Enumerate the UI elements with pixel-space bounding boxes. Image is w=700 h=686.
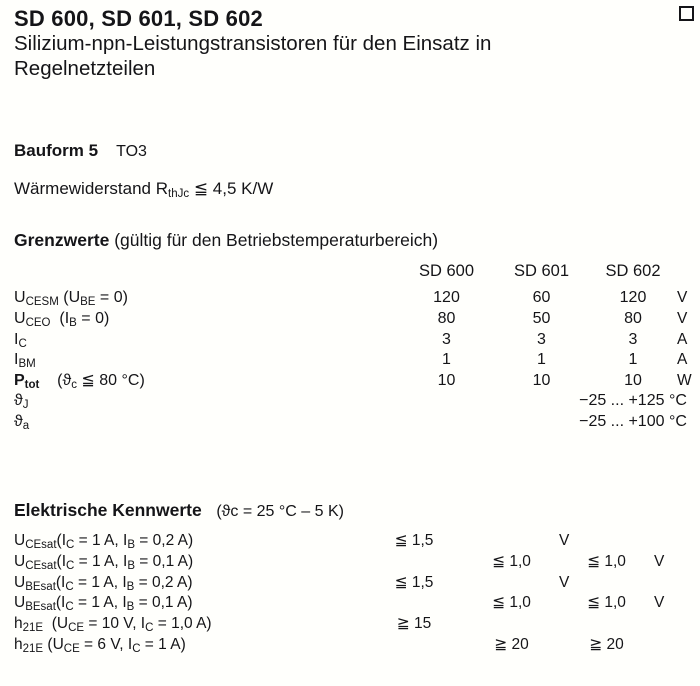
condition-prefix: (I — [55, 573, 66, 591]
condition-subscript-2: B — [126, 601, 135, 614]
condition-subscript-2: C — [132, 642, 141, 655]
package-label: Bauform 5 — [14, 141, 99, 160]
condition-prefix: (I — [59, 310, 70, 328]
limits-row-label — [14, 289, 399, 310]
value-sd600: 3 — [442, 330, 451, 348]
condition-subscript-1: CE — [63, 642, 80, 655]
condition-subscript-1: C — [66, 539, 75, 551]
symbol: U — [14, 573, 26, 591]
electrical-row-label — [14, 594, 364, 615]
unit: V — [677, 289, 688, 307]
condition-rest: = 1,0 A) — [153, 615, 212, 633]
value-sd600: 80 — [437, 310, 456, 328]
value-sd601: 10 — [532, 371, 551, 389]
condition-mid: = 1 A, I — [73, 573, 127, 591]
condition-prefix: (ϑ — [57, 371, 72, 389]
symbol-subscript: CEsat — [25, 539, 57, 551]
condition-mid: = 1 A, I — [74, 532, 128, 549]
symbol-subscript: BEsat — [25, 580, 56, 593]
limits-row-label — [14, 310, 399, 331]
table-row — [14, 532, 690, 553]
condition-subscript-1: C — [66, 559, 75, 572]
symbol: U — [14, 289, 26, 307]
page-header — [14, 6, 686, 82]
condition-subscript-2: C — [145, 622, 154, 635]
symbol-subscript: CEO — [25, 317, 51, 330]
value-sd600: 120 — [433, 289, 460, 307]
page-subtitle-line1: Silizium-npn-Leistungstransistoren für den Einsatz in — [14, 32, 492, 56]
condition-mid: = 1 A, I — [73, 594, 127, 612]
value-sd601: ≦ 1,0 — [492, 552, 531, 570]
condition-rest: = 0,2 A) — [134, 532, 194, 549]
limits-table-header — [14, 262, 690, 281]
table-row — [14, 594, 690, 615]
condition-prefix: (U — [47, 635, 64, 653]
value-sd602: ≦ 1,0 — [587, 552, 626, 570]
condition-subscript: BE — [80, 296, 96, 309]
table-row — [14, 310, 690, 331]
condition-rest: = 0) — [76, 310, 110, 328]
table-row — [14, 574, 690, 595]
limits-row-label — [14, 351, 399, 372]
symbol-subscript: BEsat — [25, 601, 56, 614]
value-sd600: ≦ 1,5 — [394, 573, 434, 591]
value-sd601: 1 — [537, 351, 546, 369]
value-sd600: 10 — [437, 371, 456, 389]
table-row — [14, 392, 690, 413]
unit: V — [654, 552, 665, 570]
condition-subscript-1: C — [65, 601, 74, 614]
limits-table — [14, 262, 690, 433]
value-sd602: 80 — [624, 310, 642, 328]
condition-mid: = 1 A, I — [74, 552, 128, 570]
table-row — [14, 413, 690, 434]
table-row — [14, 289, 690, 310]
condition-subscript: c — [71, 378, 77, 391]
limits-heading-bold: Grenzwerte — [14, 230, 110, 250]
value-sd600: ≧ 15 — [396, 615, 432, 633]
value-sd601: ≧ 20 — [494, 635, 529, 653]
limits-row-label — [14, 331, 399, 352]
value-temperature-range: −25 ... +100 °C — [579, 412, 687, 430]
symbol-subscript: CESM — [25, 296, 59, 309]
page-title: SD 600, SD 601, SD 602 — [14, 6, 263, 31]
condition-rest: = 0,2 A) — [134, 573, 193, 591]
condition-prefix: (I — [56, 532, 66, 549]
symbol-subscript: J — [22, 399, 29, 412]
value-sd601: ≦ 1,0 — [492, 594, 531, 612]
package-row — [14, 140, 147, 162]
electrical-row-label — [14, 636, 364, 657]
condition-rest: = 0) — [95, 289, 128, 307]
condition-subscript-2: B — [127, 559, 135, 572]
unit: V — [559, 532, 570, 549]
electrical-table — [14, 532, 690, 657]
condition-mid: = 10 V, I — [84, 615, 146, 633]
table-row — [14, 636, 690, 657]
electrical-row-label — [14, 532, 364, 553]
table-row — [14, 331, 690, 352]
unit: A — [677, 351, 688, 369]
value-sd601: 3 — [537, 330, 546, 348]
symbol-subscript: CEsat — [25, 559, 57, 572]
value-sd602: ≦ 1,0 — [587, 594, 626, 612]
column-header-sd600: SD 600 — [418, 262, 475, 280]
symbol: h — [14, 615, 23, 633]
value-temperature-range: −25 ... +125 °C — [579, 392, 687, 410]
symbol-subscript: BM — [18, 358, 36, 371]
unit: A — [677, 330, 688, 348]
condition-rest: = 0,1 A) — [134, 594, 193, 612]
value-sd600: ≦ 1,5 — [394, 532, 434, 549]
symbol: U — [14, 532, 26, 549]
value-sd601: 60 — [532, 289, 551, 307]
symbol-subscript: 21E — [22, 642, 44, 655]
thermal-value: ≦ 4,5 K/W — [189, 179, 274, 198]
page-subtitle-line2: Regelnetzteilen — [14, 57, 156, 81]
symbol: I — [14, 351, 19, 369]
condition-subscript-1: C — [65, 580, 74, 593]
value-sd602: 120 — [619, 289, 647, 307]
electrical-row-label — [14, 553, 364, 574]
symbol-subscript: 21E — [22, 622, 44, 635]
electrical-row-label — [14, 615, 364, 636]
table-row — [14, 553, 690, 574]
symbol-subscript: C — [18, 337, 27, 350]
table-row — [14, 351, 690, 372]
thermal-resistance-row — [14, 178, 273, 201]
value-sd602: ≧ 20 — [589, 635, 624, 653]
electrical-heading-normal: (ϑc = 25 °C – 5 K) — [216, 503, 344, 520]
limits-row-label — [14, 392, 399, 413]
symbol: ϑ — [14, 392, 23, 410]
electrical-heading-bold: Elektrische Kennwerte — [14, 500, 202, 520]
condition-subscript-2: B — [126, 580, 135, 593]
unit: V — [677, 310, 688, 328]
limits-heading-normal: (gültig für den Betriebstemperaturbereich) — [114, 230, 439, 250]
symbol-subscript: tot — [24, 378, 40, 391]
condition-prefix: (I — [56, 552, 66, 570]
value-sd601: 50 — [532, 310, 551, 328]
table-row — [14, 615, 690, 636]
symbol-subscript: a — [22, 419, 30, 432]
symbol: ϑ — [14, 412, 23, 430]
electrical-row-label — [14, 574, 364, 595]
symbol: U — [14, 594, 26, 612]
unit: W — [677, 371, 692, 389]
condition-rest: ≦ 80 °C) — [76, 371, 145, 389]
condition-subscript-1: CE — [68, 622, 85, 635]
symbol: U — [14, 552, 26, 570]
condition-subscript-2: B — [127, 539, 135, 551]
value-sd602: 10 — [624, 371, 642, 389]
value-sd602: 1 — [628, 351, 638, 369]
value-sd600: 1 — [442, 351, 451, 369]
condition-mid: = 6 V, I — [79, 635, 133, 653]
condition-prefix: (I — [55, 594, 66, 612]
condition-rest: = 1 A) — [140, 635, 186, 653]
condition-subscript: B — [69, 317, 77, 330]
column-header-sd602: SD 602 — [605, 262, 661, 280]
limits-row-label — [14, 413, 399, 434]
symbol: h — [14, 635, 23, 653]
table-row — [14, 372, 690, 393]
electrical-heading — [14, 500, 344, 522]
limits-row-label — [14, 372, 399, 393]
symbol: I — [14, 330, 19, 348]
symbol: P — [14, 371, 25, 389]
condition-rest: = 0,1 A) — [134, 552, 194, 570]
limits-heading — [14, 230, 438, 252]
thermal-label: Wärmewiderstand R — [14, 179, 168, 198]
symbol: U — [14, 310, 26, 328]
thermal-subscript: thJc — [168, 188, 190, 200]
value-sd602: 3 — [628, 330, 638, 348]
package-value: TO3 — [116, 143, 147, 160]
column-header-sd601: SD 601 — [513, 262, 570, 280]
unit: V — [559, 573, 570, 591]
condition-prefix: (U — [63, 289, 81, 307]
unit: V — [654, 594, 665, 612]
condition-prefix: (U — [51, 615, 69, 633]
